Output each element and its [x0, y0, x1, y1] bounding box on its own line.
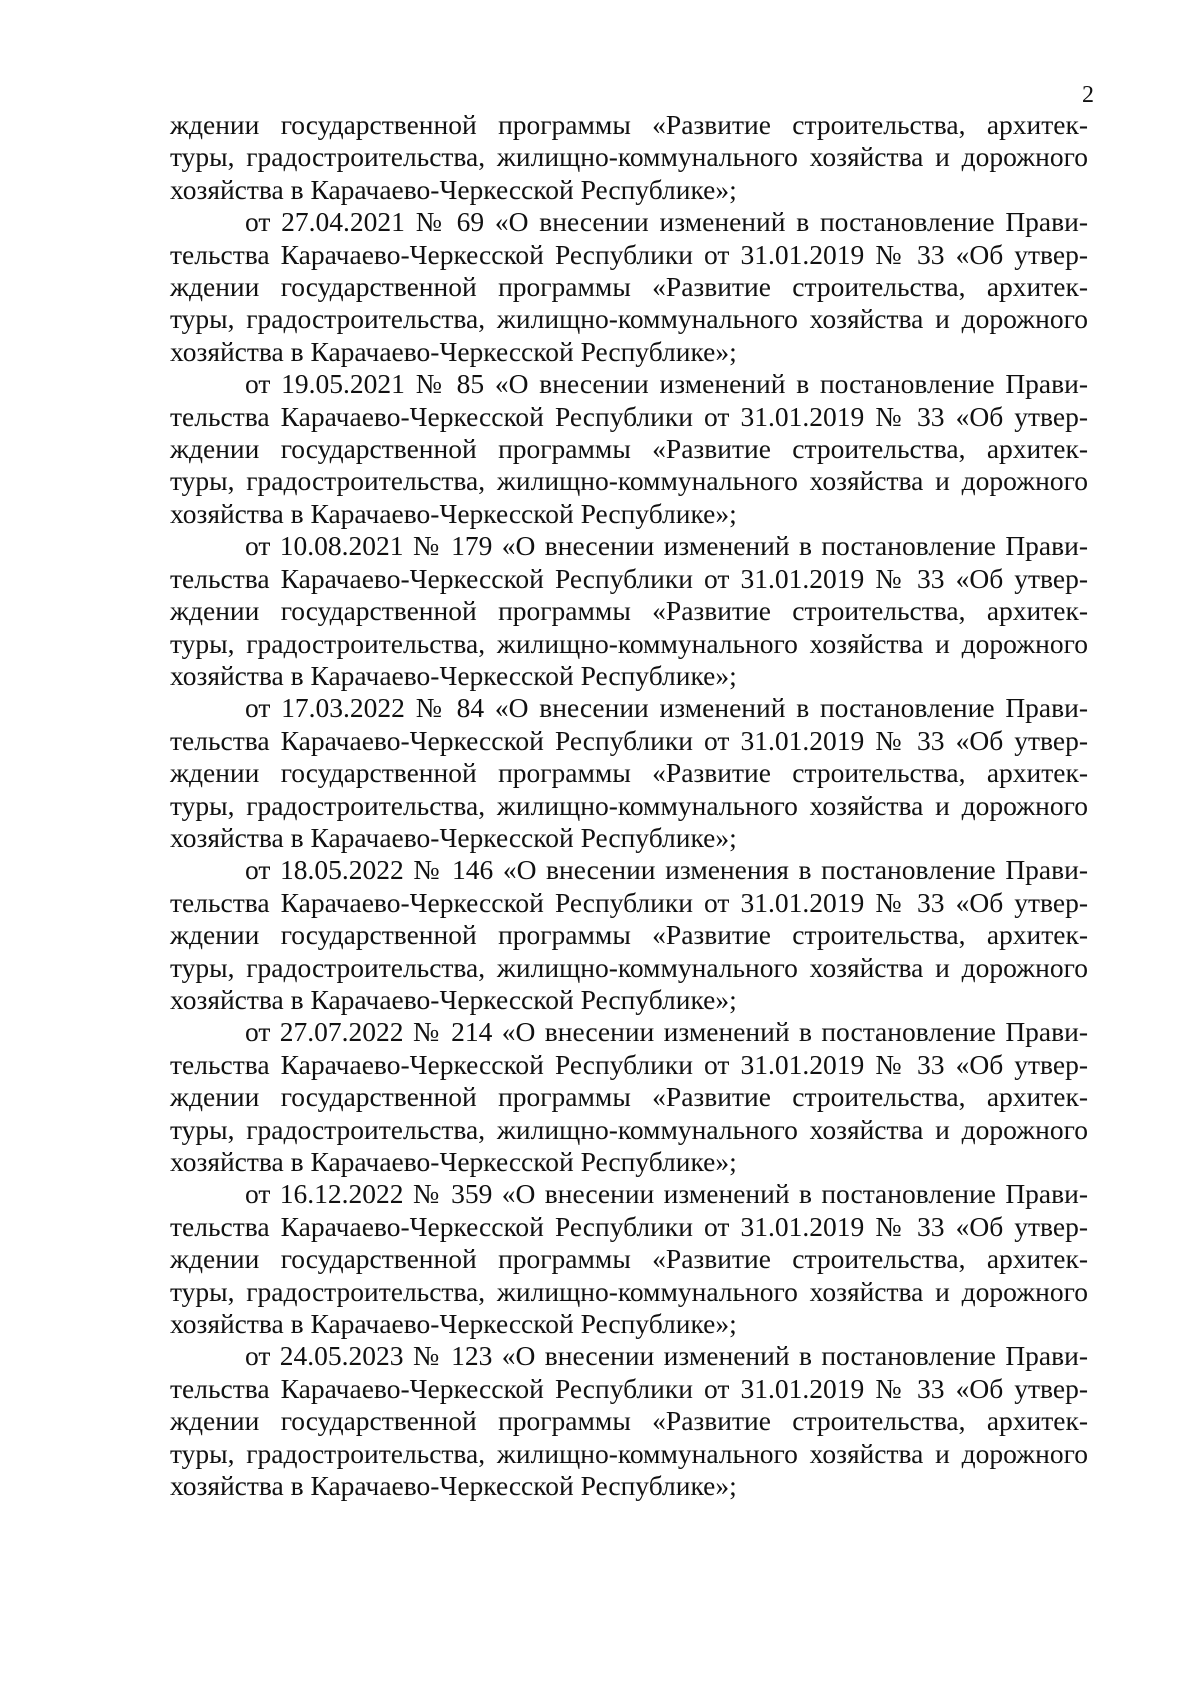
text-line: от 10.08.2021 № 179 «О внесении изменений в постановление Прави- — [245, 530, 1088, 562]
text-line: от 17.03.2022 № 84 «О внесении изменений в постановление Прави- — [245, 692, 1088, 724]
text-line: тельства Карачаево-Черкесской Республики от 31.01.2019 № 33 «Об утвер- — [170, 562, 1088, 594]
text-line: тельства Карачаево-Черкесской Республики от 31.01.2019 № 33 «Об утвер- — [170, 1210, 1088, 1242]
text-line: от 27.04.2021 № 69 «О внесении изменений в постановление Прави- — [245, 206, 1088, 238]
text-line: ждении государственной программы «Развитие строительства, архитек- — [170, 1405, 1088, 1437]
text-line: туры, градостроительства, жилищно-коммунального хозяйства и дорожного — [170, 1113, 1088, 1145]
text-line: туры, градостроительства, жилищно-коммунального хозяйства и дорожного — [170, 465, 1088, 497]
text-line: ждении государственной программы «Развитие строительства, архитек- — [170, 919, 1088, 951]
text-line: туры, градостроительства, жилищно-коммунального хозяйства и дорожного — [170, 141, 1088, 173]
text-line: ждении государственной программы «Развитие строительства, архитек- — [170, 1243, 1088, 1275]
text-line: ждении государственной программы «Развитие строительства, архитек- — [170, 595, 1088, 627]
text-line: туры, градостроительства, жилищно-коммунального хозяйства и дорожного — [170, 303, 1088, 335]
paragraph — [170, 692, 1088, 854]
paragraph — [170, 1178, 1088, 1340]
text-line: хозяйства в Карачаево-Черкесской Республике»; — [170, 821, 737, 853]
text-line: туры, градостроительства, жилищно-коммунального хозяйства и дорожного — [170, 951, 1088, 983]
text-line: ждении государственной программы «Развитие строительства, архитек- — [170, 109, 1088, 140]
text-line: ждении государственной программы «Развитие строительства, архитек- — [170, 271, 1088, 303]
text-line: хозяйства в Карачаево-Черкесской Республике»; — [170, 1470, 737, 1502]
text-line: от 19.05.2021 № 85 «О внесении изменений в постановление Прави- — [245, 368, 1088, 400]
text-line: ждении государственной программы «Развитие строительства, архитек- — [170, 433, 1088, 465]
text-line: хозяйства в Карачаево-Черкесской Республике»; — [170, 983, 737, 1015]
text-line: хозяйства в Карачаево-Черкесской Республике»; — [170, 659, 737, 691]
text-line: от 18.05.2022 № 146 «О внесении изменения в постановление Прави- — [245, 854, 1088, 886]
text-line: хозяйства в Карачаево-Черкесской Республике»; — [170, 173, 737, 205]
paragraph — [170, 854, 1088, 1016]
text-line: тельства Карачаево-Черкесской Республики от 31.01.2019 № 33 «Об утвер- — [170, 1048, 1088, 1080]
text-line: от 16.12.2022 № 359 «О внесении изменений в постановление Прави- — [245, 1178, 1088, 1210]
text-line: туры, градостроительства, жилищно-коммунального хозяйства и дорожного — [170, 789, 1088, 821]
text-line: тельства Карачаево-Черкесской Республики от 31.01.2019 № 33 «Об утвер- — [170, 1372, 1088, 1404]
text-line: хозяйства в Карачаево-Черкесской Республике»; — [170, 497, 737, 529]
text-line: тельства Карачаево-Черкесской Республики от 31.01.2019 № 33 «Об утвер- — [170, 238, 1088, 270]
paragraph — [170, 206, 1088, 368]
text-line: ждении государственной программы «Развитие строительства, архитек- — [170, 1081, 1088, 1113]
document-body — [170, 109, 1088, 1502]
paragraph — [170, 1340, 1088, 1502]
text-line: хозяйства в Карачаево-Черкесской Республике»; — [170, 1308, 737, 1340]
text-line: хозяйства в Карачаево-Черкесской Республике»; — [170, 1146, 737, 1177]
page-number: 2 — [1082, 82, 1094, 108]
text-line: туры, градостроительства, жилищно-коммунального хозяйства и дорожного — [170, 1437, 1088, 1469]
text-line: тельства Карачаево-Черкесской Республики от 31.01.2019 № 33 «Об утвер- — [170, 886, 1088, 918]
paragraph — [170, 109, 1088, 206]
paragraph — [170, 1016, 1088, 1178]
text-line: ждении государственной программы «Развитие строительства, архитек- — [170, 757, 1088, 789]
text-line: тельства Карачаево-Черкесской Республики от 31.01.2019 № 33 «Об утвер- — [170, 724, 1088, 756]
text-line: от 27.07.2022 № 214 «О внесении изменений в постановление Прави- — [245, 1016, 1088, 1048]
text-line: от 24.05.2023 № 123 «О внесении изменений в постановление Прави- — [245, 1340, 1088, 1372]
text-line: туры, градостроительства, жилищно-коммунального хозяйства и дорожного — [170, 1275, 1088, 1307]
text-line: тельства Карачаево-Черкесской Республики от 31.01.2019 № 33 «Об утвер- — [170, 400, 1088, 432]
text-line: хозяйства в Карачаево-Черкесской Республике»; — [170, 335, 737, 367]
paragraph — [170, 368, 1088, 530]
paragraph — [170, 530, 1088, 692]
text-line: туры, градостроительства, жилищно-коммунального хозяйства и дорожного — [170, 627, 1088, 659]
